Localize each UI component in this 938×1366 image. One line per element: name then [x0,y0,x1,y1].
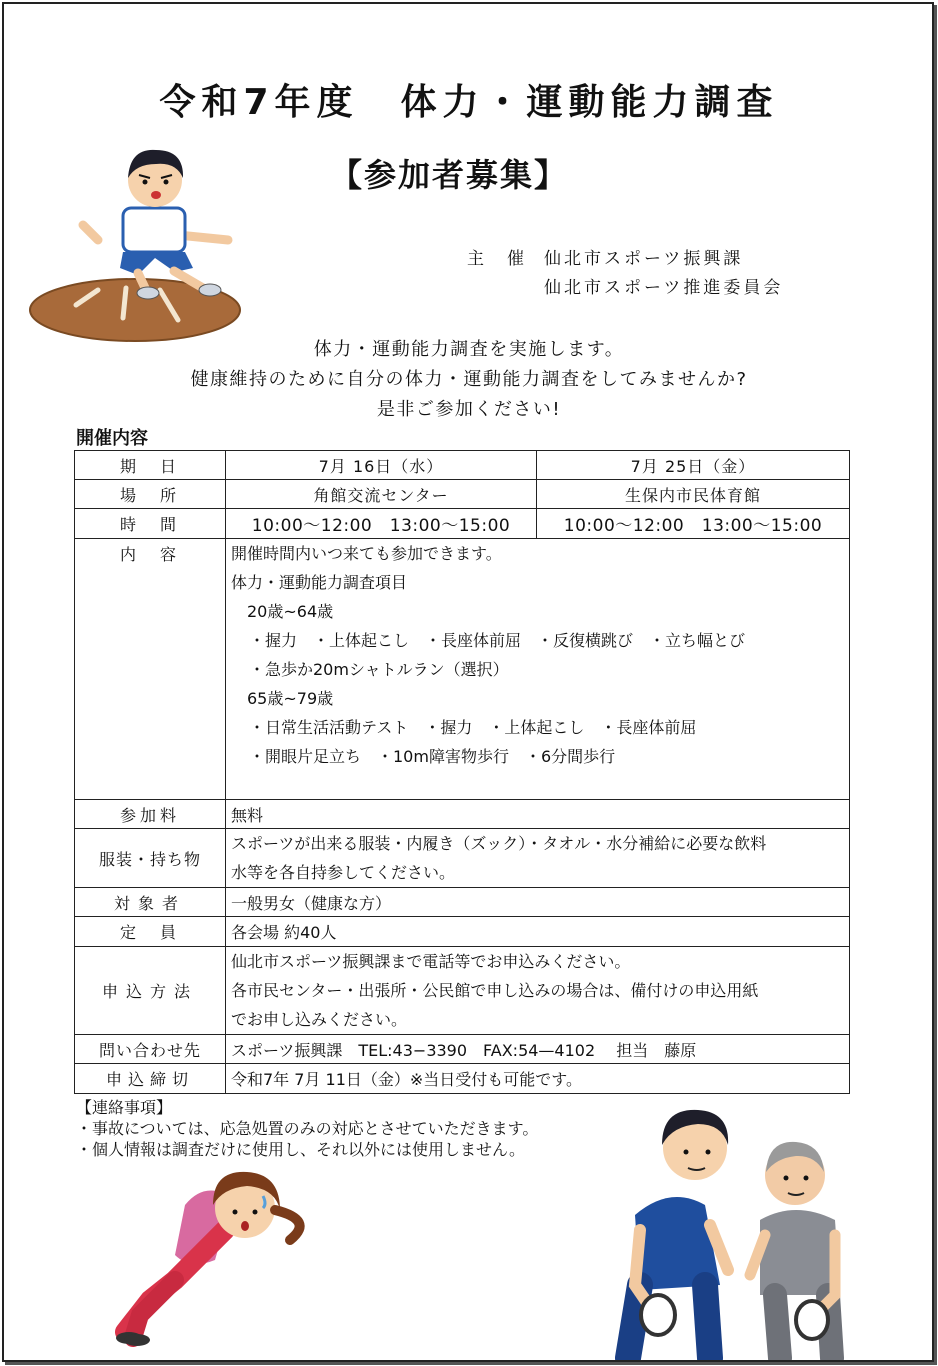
table-row [75,917,850,947]
table-row [75,1064,850,1094]
content-line: 20歳~64歳 [247,602,334,621]
content-line: 開催時間内いつ来ても参加できます。 [231,544,502,563]
notes-block [76,1097,538,1160]
fee-value: 無料 [226,800,850,829]
event-details-table [74,450,850,1094]
apply-line: 仙北市スポーツ振興課まで電話等でお申込みください。 [231,952,631,971]
place-label: 場 所 [75,480,226,509]
page-title: 令和7年度 体力・運動能力調査 [159,82,779,123]
notes-item: ・事故については、応急処置のみの対応とさせていただきます。 [76,1119,539,1138]
date-venue-1: 7月 16日（水） [226,451,537,480]
content-line: ・日常生活活動テスト ・握力 ・上体起こし ・長座体前屈 [249,718,697,737]
place-venue-1: 角館交流センター [226,480,537,509]
organizer-label: 主 催 [467,249,527,269]
intro-line-2: 健康維持のために自分の体力・運動能力調査をしてみませんか? [190,369,748,390]
grip-test-illustration [610,1100,865,1360]
table-row [75,947,850,1035]
time-venue-2: 10:00～12:00 13:00～15:00 [537,509,850,539]
table-row [75,539,850,800]
table-row [75,888,850,917]
notes-item: ・個人情報は調査だけに使用し、それ以外には使用しません。 [76,1140,525,1159]
organizer-name-2: 仙北市スポーツ推進委員会 [544,278,784,298]
target-value: 一般男女（健康な方） [226,888,850,917]
capacity-label: 定 員 [75,917,226,947]
table-row [75,451,850,480]
clothing-line: 水等を各自持参してください。 [231,863,456,882]
clothing-line: スポーツが出来る服装・内履き（ズック）・タオル・水分補給に必要な飲料 [231,834,767,853]
content-line: ・握力 ・上体起こし ・長座体前屈 ・反復横跳び ・立ち幅とび [249,631,746,650]
table-row [75,829,850,888]
notes-title: 【連絡事項】 [76,1098,173,1117]
content-line: ・急歩か20mシャトルラン（選択） [249,660,509,679]
deadline-value: 令和7年 7月 11日（金）※当日受付も可能です。 [226,1064,850,1094]
date-venue-2: 7月 25日（金） [537,451,850,480]
jumping-boy-illustration [28,140,243,345]
content-line: ・開眼片足立ち ・10m障害物歩行 ・6分間歩行 [249,747,616,766]
content-cell [226,539,850,800]
situp-woman-illustration [115,1160,325,1350]
target-label: 対象者 [75,888,226,917]
fee-label: 参加料 [75,800,226,829]
clothing-cell [226,829,850,888]
content-line: 65歳~79歳 [247,689,334,708]
apply-line: でお申し込みください。 [231,1010,408,1029]
time-label: 時 間 [75,509,226,539]
apply-line: 各市民センター・出張所・公民館で申し込みの場合は、備付けの申込用紙 [231,981,759,1000]
place-venue-2: 生保内市民体育館 [537,480,850,509]
intro-line-3: 是非ご参加ください! [376,399,562,420]
date-label: 期 日 [75,451,226,480]
table-row [75,800,850,829]
contact-label: 問い合わせ先 [75,1035,226,1064]
page-subtitle: 【参加者募集】 [330,156,569,194]
organizer-name-1: 仙北市スポーツ振興課 [544,249,744,269]
apply-cell [226,947,850,1035]
section-title: 開催内容 [76,428,148,449]
deadline-label: 申込締切 [75,1064,226,1094]
contact-value: スポーツ振興課 TEL:43−3390 FAX:54—4102 担当 藤原 [226,1035,850,1064]
time-venue-1: 10:00～12:00 13:00～15:00 [226,509,537,539]
content-line: 体力・運動能力調査項目 [231,573,408,592]
apply-label: 申込方法 [75,947,226,1035]
table-row [75,1035,850,1064]
clothing-label: 服装・持ち物 [75,829,226,888]
content-label: 内 容 [75,539,226,800]
table-row [75,480,850,509]
capacity-value: 各会場 約40人 [226,917,850,947]
table-row [75,509,850,539]
intro-line-1: 体力・運動能力調査を実施します。 [313,339,625,360]
